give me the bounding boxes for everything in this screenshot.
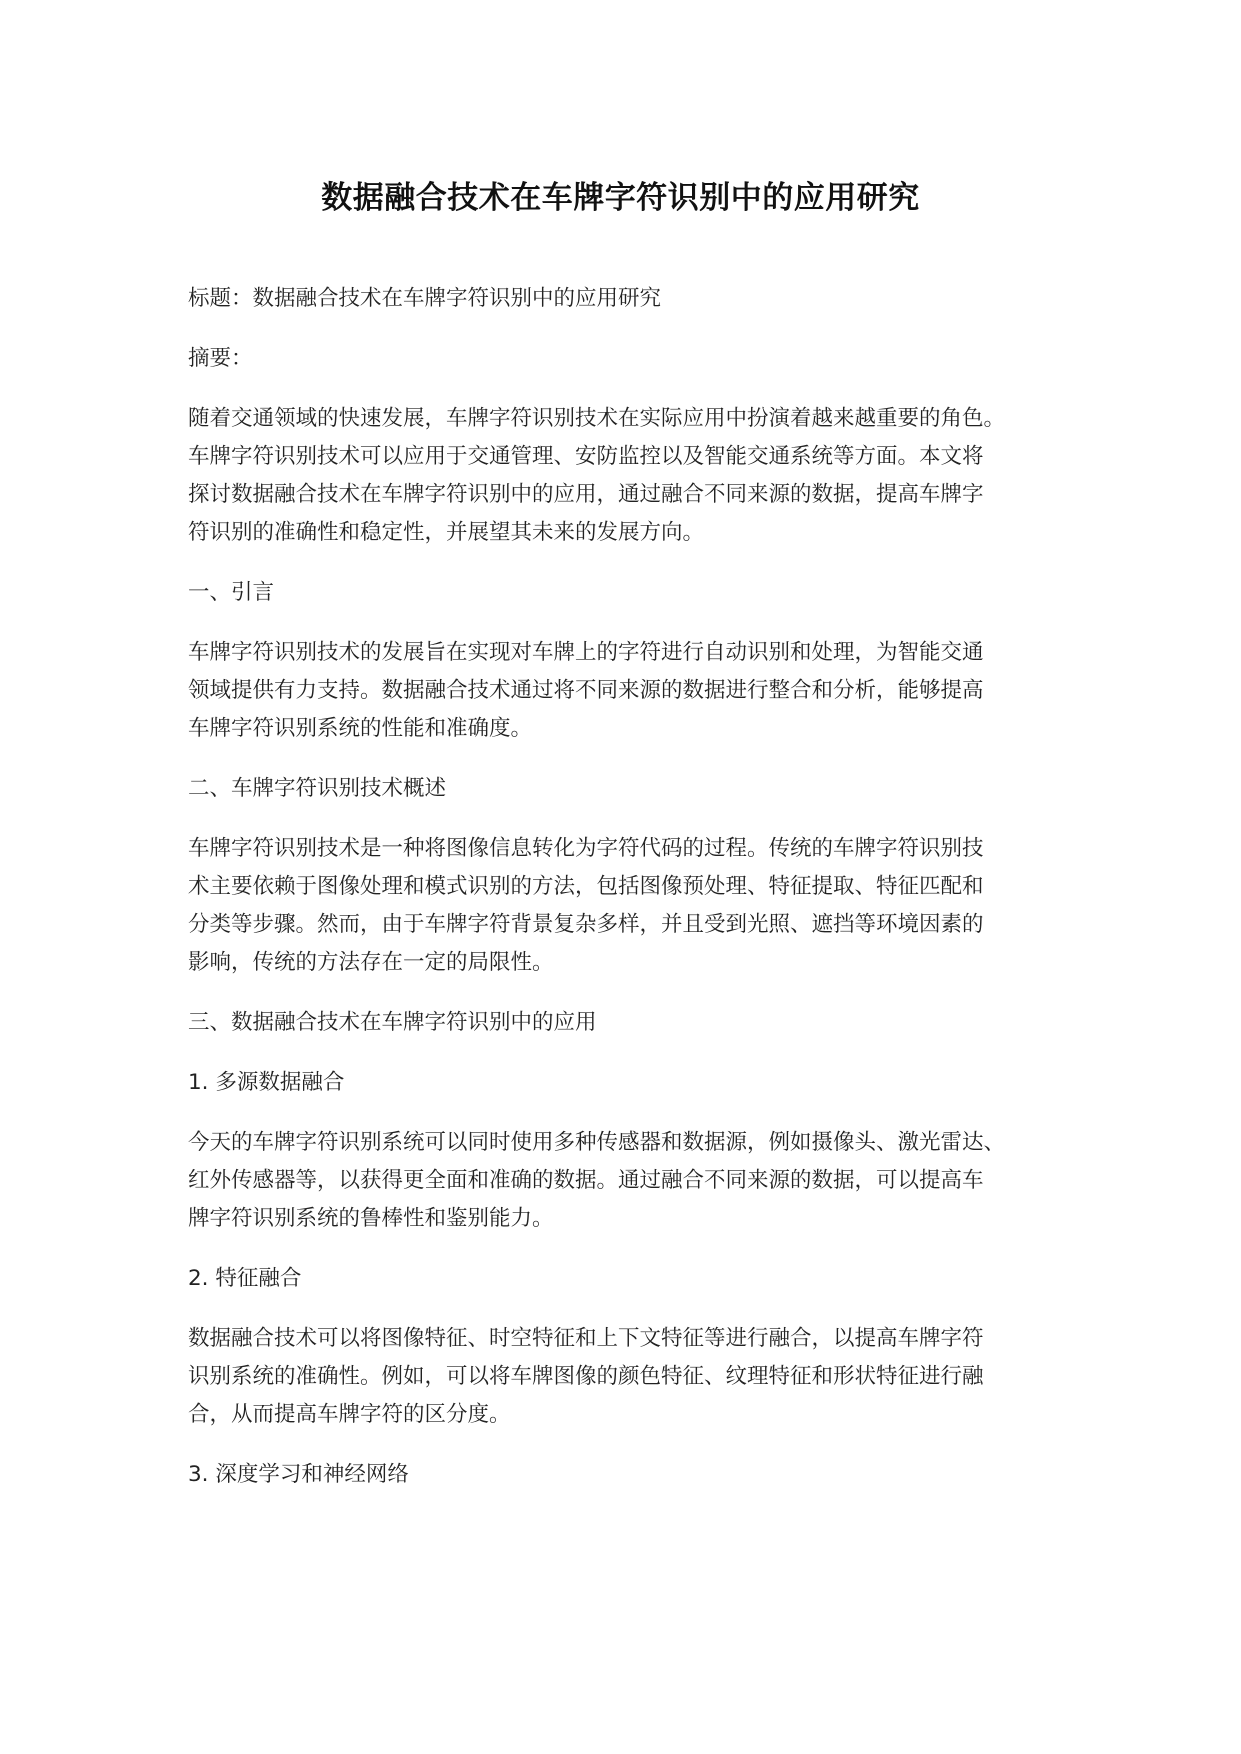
text-line: 车牌字符识别技术可以应用于交通管理、安防监控以及智能交通系统等方面。本文将 (188, 444, 984, 469)
text-line: 车牌字符识别技术的发展旨在实现对车牌上的字符进行自动识别和处理，为智能交通 (188, 640, 984, 665)
text-line: 随着交通领域的快速发展，车牌字符识别技术在实际应用中扮演着越来越重要的角色。 (188, 406, 1006, 431)
text-line: 识别系统的准确性。例如，可以将车牌图像的颜色特征、纹理特征和形状特征进行融 (188, 1364, 984, 1389)
paragraph (188, 770, 1068, 808)
text-line: 一、引言 (188, 580, 275, 605)
paragraph (188, 1004, 1068, 1042)
paragraph (188, 1124, 1068, 1238)
text-line: 3. 深度学习和神经网络 (188, 1462, 409, 1487)
text-line: 车牌字符识别系统的性能和准确度。 (188, 716, 533, 741)
paragraph (188, 1456, 1068, 1494)
text-line: 领域提供有力支持。数据融合技术通过将不同来源的数据进行整合和分析，能够提高 (188, 678, 984, 703)
text-line: 符识别的准确性和稳定性，并展望其未来的发展方向。 (188, 520, 705, 545)
text-line: 车牌字符识别技术是一种将图像信息转化为字符代码的过程。传统的车牌字符识别技 (188, 836, 984, 861)
document-body (188, 280, 1068, 1516)
text-line: 今天的车牌字符识别系统可以同时使用多种传感器和数据源，例如摄像头、激光雷达、 (188, 1130, 1006, 1155)
text-line: 红外传感器等，以获得更全面和准确的数据。通过融合不同来源的数据，可以提高车 (188, 1168, 984, 1193)
text-line: 合，从而提高车牌字符的区分度。 (188, 1402, 511, 1427)
paragraph (188, 574, 1068, 612)
paragraph (188, 830, 1068, 982)
paragraph (188, 1064, 1068, 1102)
paragraph (188, 400, 1068, 552)
paragraph (188, 1320, 1068, 1434)
document-title: 数据融合技术在车牌字符识别中的应用研究 (321, 180, 920, 216)
paragraph (188, 1260, 1068, 1298)
text-line: 1. 多源数据融合 (188, 1070, 345, 1095)
text-line: 探讨数据融合技术在车牌字符识别中的应用，通过融合不同来源的数据，提高车牌字 (188, 482, 984, 507)
text-line: 数据融合技术可以将图像特征、时空特征和上下文特征等进行融合，以提高车牌字符 (188, 1326, 984, 1351)
paragraph (188, 634, 1068, 748)
text-line: 影响，传统的方法存在一定的局限性。 (188, 950, 554, 975)
text-line: 摘要： (188, 346, 253, 371)
text-line: 分类等步骤。然而，由于车牌字符背景复杂多样，并且受到光照、遮挡等环境因素的 (188, 912, 984, 937)
text-line: 2. 特征融合 (188, 1266, 302, 1291)
text-line: 二、车牌字符识别技术概述 (188, 776, 447, 801)
text-line: 术主要依赖于图像处理和模式识别的方法，包括图像预处理、特征提取、特征匹配和 (188, 874, 984, 899)
paragraph (188, 340, 1068, 378)
text-line: 牌字符识别系统的鲁棒性和鉴别能力。 (188, 1206, 554, 1231)
paragraph (188, 280, 1068, 318)
text-line: 三、数据融合技术在车牌字符识别中的应用 (188, 1010, 597, 1035)
text-line: 标题：数据融合技术在车牌字符识别中的应用研究 (188, 286, 662, 311)
